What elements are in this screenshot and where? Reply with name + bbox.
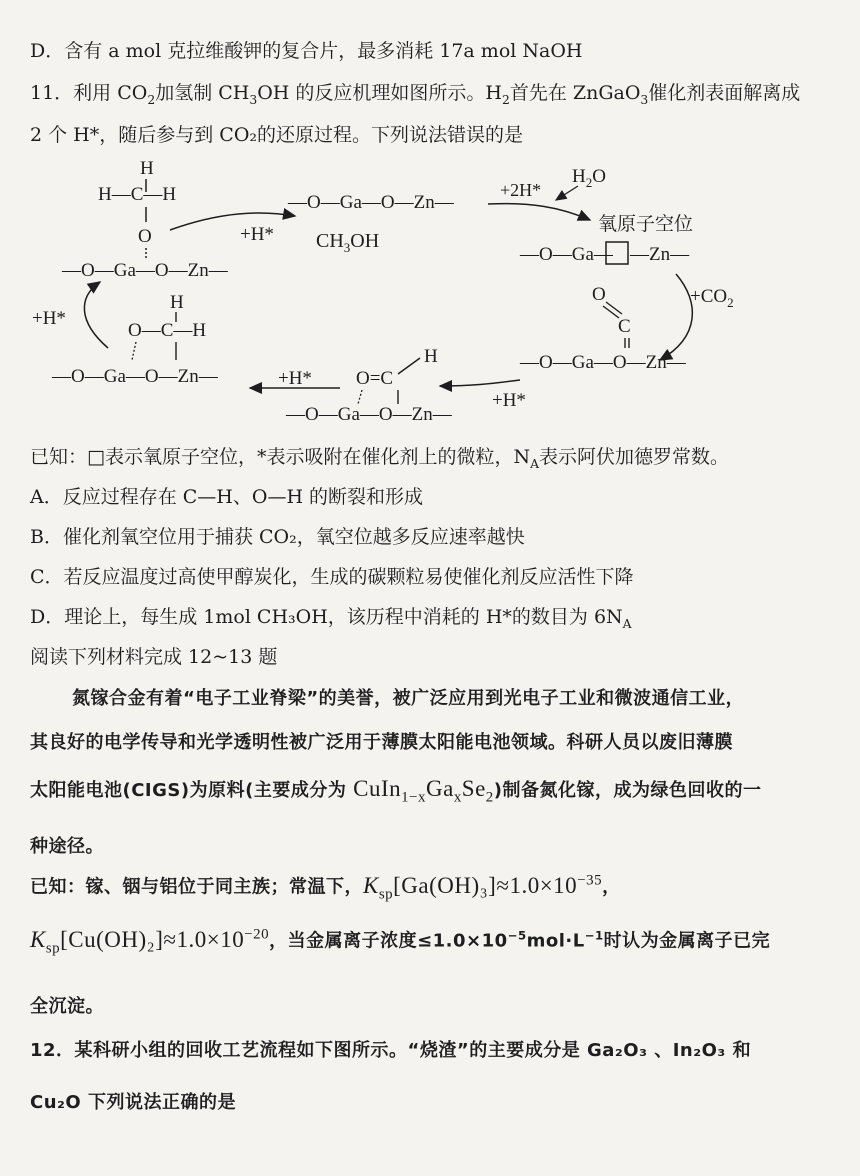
formate-chain: —O—Ga—O—Zn— bbox=[286, 404, 452, 425]
vacancy-chain-tail: —Zn— bbox=[630, 244, 690, 265]
material-paragraph-line4: 种途径。 bbox=[30, 836, 104, 857]
reaction-mechanism-diagram bbox=[0, 152, 860, 432]
svg-text:H: H bbox=[170, 292, 184, 313]
option-a: A．反应过程存在 C—H、O—H 的断裂和形成 bbox=[30, 486, 424, 508]
diolate-chain: —O—Ga—O—Zn— bbox=[52, 366, 218, 387]
question-11-line2: 2 个 H*，随后参与到 CO₂的还原过程。下列说法错误的是 bbox=[30, 124, 524, 146]
known-note: 已知：□表示氧原子空位，*表示吸附在催化剂上的微粒，$N_A$表示阿伏加德罗常数。 bbox=[30, 446, 730, 471]
svg-text:H: H bbox=[424, 346, 438, 367]
svg-text:O=C: O=C bbox=[356, 368, 394, 389]
reading-instruction: 阅读下列材料完成 12~13 题 bbox=[30, 646, 278, 668]
material-paragraph-line3: 太阳能电池(CIGS)为原料(主要成分为 $CuIn_{1-x}Ga_xSe_2$)制备氮化镓，成为绿色回收的一 bbox=[30, 776, 762, 806]
vacancy-chain: —O—Ga— bbox=[520, 244, 613, 265]
oxygen-vacancy-label: 氧原子空位 bbox=[598, 213, 694, 235]
svg-text:O: O bbox=[592, 284, 606, 305]
known-ksp-line3: 全沉淀。 bbox=[30, 996, 104, 1017]
plus-2h-label: +2H* bbox=[500, 180, 542, 200]
svg-text:H—C—H: H—C—H bbox=[98, 184, 177, 205]
h2o-product: $H_2O$ bbox=[572, 166, 606, 190]
catalyst-chain-1: —O—Ga—O—Zn— bbox=[62, 260, 228, 281]
svg-text:C: C bbox=[618, 316, 631, 337]
plus-h-label-1: +H* bbox=[240, 224, 274, 245]
question-11-line1: 11．利用 $CO_2$加氢制 $CH_3OH$ 的反应机理如图所示。$H_2$首先在 ZnGaO$_3$催化剂表面解离成 bbox=[30, 82, 801, 107]
material-paragraph-line2: 其良好的电学传导和光学透明性被广泛用于薄膜太阳能电池领域。科研人员以废旧薄膜 bbox=[30, 732, 733, 753]
material-paragraph-line1: 氮镓合金有着“电子工业脊梁”的美誉，被广泛应用到光电子工业和微波通信工业， bbox=[72, 688, 745, 709]
ch3oh-product: $CH_3OH$ bbox=[316, 230, 380, 255]
svg-text:H: H bbox=[140, 158, 154, 179]
svg-text:O: O bbox=[138, 226, 152, 247]
co2-chain: —O—Ga—O—Zn— bbox=[520, 352, 686, 373]
plus-h-label-3: +H* bbox=[278, 368, 312, 389]
plus-h-label-2: +H* bbox=[492, 390, 526, 411]
plus-h-label-4: +H* bbox=[32, 308, 66, 329]
plus-co2-label: $+CO_2$ bbox=[690, 286, 734, 310]
catalyst-chain-top: —O—Ga—O—Zn— bbox=[288, 192, 454, 213]
option-d: D．理论上，每生成 1mol CH₃OH，该历程中消耗的 H*的数目为 $6N_A$ bbox=[30, 606, 632, 631]
option-b: B．催化剂氧空位用于捕获 CO₂，氧空位越多反应速率越快 bbox=[30, 526, 525, 548]
question-12-line2: Cu₂O 下列说法正确的是 bbox=[30, 1092, 236, 1113]
known-ksp-line2: $K_{sp}[Cu(OH)_2]\approx 1.0\times 10^{-20}$，当金属离子浓度$\le 1.0\times 10^{-5}mol\cdot L^{-1}$时认为金属离子已完 bbox=[30, 926, 771, 957]
question-12-line1: 12．某科研小组的回收工艺流程如下图所示。“烧渣”的主要成分是 Ga₂O₃ 、In₂O₃ 和 bbox=[30, 1040, 752, 1061]
option-c: C．若反应温度过高使甲醇炭化，生成的碳颗粒易使催化剂反应活性下降 bbox=[30, 566, 634, 588]
svg-text:O—C—H: O—C—H bbox=[128, 320, 207, 341]
option-d-prev: D．含有 a mol 克拉维酸钾的复合片，最多消耗 17a mol NaOH bbox=[30, 40, 583, 62]
known-ksp-line1: 已知：镓、铟与铝位于同主族；常温下，$K_{sp}[Ga(OH)_3]\approx 1.0\times 10^{-35}$， bbox=[30, 872, 621, 903]
